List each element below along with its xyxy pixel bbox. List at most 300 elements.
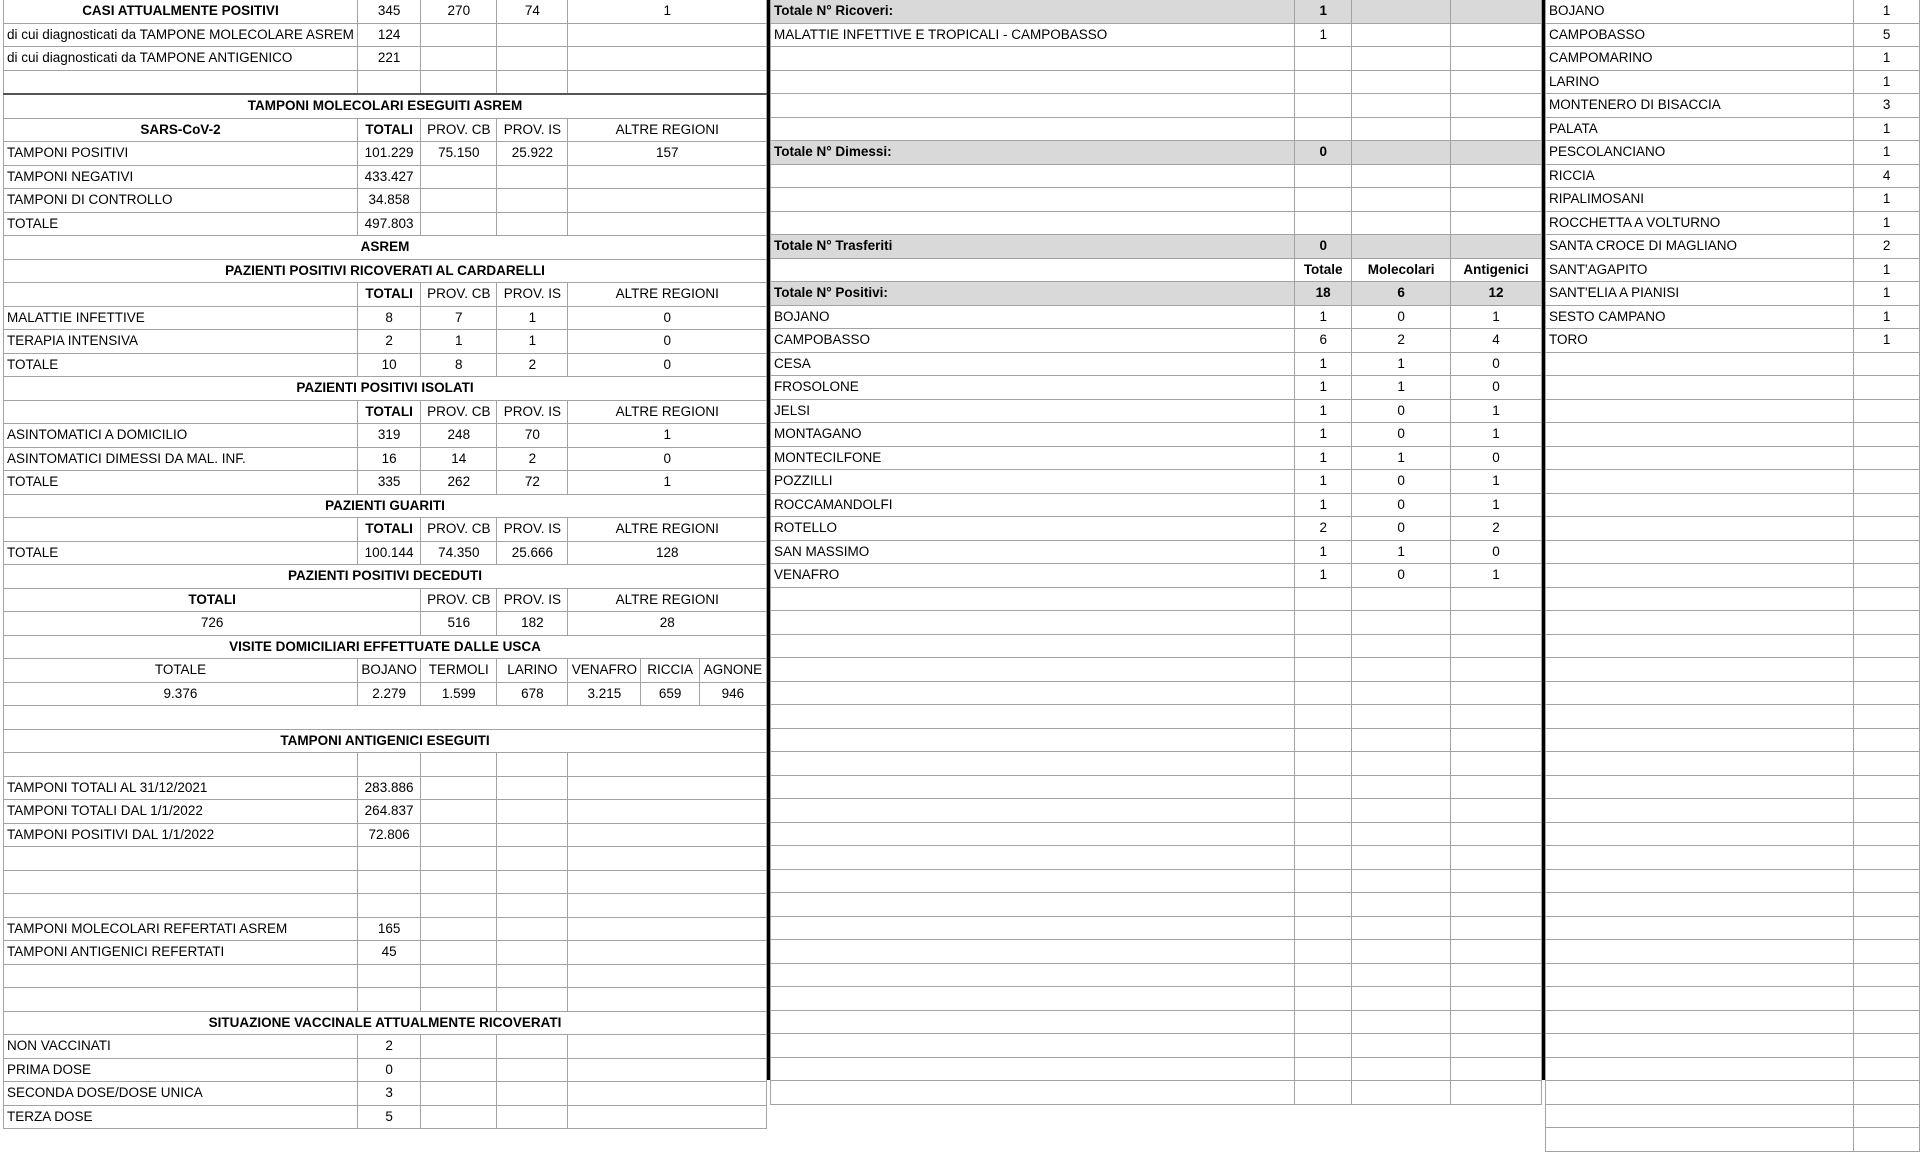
column-header: Antigenici <box>1451 258 1542 282</box>
table-cell: 2 <box>357 330 420 354</box>
table-row <box>4 988 767 1012</box>
table-cell <box>1295 728 1352 752</box>
table-row <box>771 211 1542 235</box>
table-cell <box>1451 70 1542 94</box>
table-cell <box>568 212 767 236</box>
table-cell <box>497 23 568 47</box>
table-cell <box>1451 211 1542 235</box>
table-cell <box>1295 681 1352 705</box>
column-header: PROV. IS <box>497 588 568 612</box>
table-cell: di cui diagnosticati da TAMPONE MOLECOLARE ASREM <box>4 23 358 47</box>
table-row <box>771 188 1542 212</box>
table-cell: 1 <box>568 471 767 495</box>
table-row <box>1546 352 1920 376</box>
table-row <box>4 612 767 636</box>
table-cell <box>568 917 767 941</box>
table-cell <box>771 728 1295 752</box>
table-cell: 1 <box>1352 446 1451 470</box>
table-cell <box>568 988 767 1012</box>
table-cell <box>1451 705 1542 729</box>
table-cell <box>421 70 497 94</box>
section-title: CASI ATTUALMENTE POSITIVI <box>4 0 358 23</box>
table-cell <box>1295 1081 1352 1105</box>
table-cell <box>1451 681 1542 705</box>
table-row <box>4 706 767 730</box>
table-row <box>4 330 767 354</box>
table-cell <box>1352 822 1451 846</box>
table-row <box>771 0 1542 23</box>
table-row <box>1546 164 1920 188</box>
table-cell <box>568 1105 767 1129</box>
table-row <box>771 164 1542 188</box>
table-cell <box>1352 987 1451 1011</box>
table-cell <box>497 870 568 894</box>
table-cell <box>1352 1057 1451 1081</box>
table-cell <box>1295 47 1352 71</box>
table-row <box>771 117 1542 141</box>
table-row <box>1546 0 1920 23</box>
table-cell: PESCOLANCIANO <box>1546 141 1854 165</box>
table-cell <box>771 775 1295 799</box>
table-cell: SANTA CROCE DI MAGLIANO <box>1546 235 1854 259</box>
table-cell <box>4 706 767 730</box>
table-cell <box>1295 752 1352 776</box>
table-cell <box>1451 23 1542 47</box>
table-cell <box>497 988 568 1012</box>
table-cell <box>421 964 497 988</box>
table-row <box>4 1082 767 1106</box>
table-cell <box>1546 775 1854 799</box>
column-header: PROV. CB <box>421 118 497 142</box>
table-cell <box>1295 705 1352 729</box>
table-cell: 5 <box>357 1105 420 1129</box>
table-cell: 25.666 <box>497 541 568 565</box>
table-cell: 264.837 <box>357 800 420 824</box>
table-cell: LARINO <box>1546 70 1854 94</box>
table-row <box>771 869 1542 893</box>
table-cell: 1 <box>1295 470 1352 494</box>
table-cell <box>1854 423 1920 447</box>
table-cell: 2 <box>1295 517 1352 541</box>
table-cell: 7 <box>421 306 497 330</box>
table-cell: 3 <box>357 1082 420 1106</box>
table-row <box>1546 987 1920 1011</box>
table-row <box>771 305 1542 329</box>
table-cell <box>771 211 1295 235</box>
table-row <box>771 564 1542 588</box>
table-cell: 2 <box>1451 517 1542 541</box>
table-cell <box>1546 1010 1854 1034</box>
column-header: TOTALI <box>357 118 420 142</box>
table-cell: 1 <box>1295 376 1352 400</box>
table-row <box>4 964 767 988</box>
table-row <box>1546 564 1920 588</box>
column-header: LARINO <box>497 659 568 683</box>
table-cell <box>1546 799 1854 823</box>
table-cell <box>1546 1128 1854 1152</box>
table-row <box>1546 916 1920 940</box>
table-cell <box>1295 634 1352 658</box>
table-row <box>1546 282 1920 306</box>
table-cell <box>1451 117 1542 141</box>
table-cell: MALATTIE INFETTIVE <box>4 306 358 330</box>
table-cell <box>771 1081 1295 1105</box>
table-cell: 8 <box>421 353 497 377</box>
table-row <box>4 894 767 918</box>
table-row <box>4 47 767 71</box>
table-cell <box>1352 188 1451 212</box>
table-cell <box>771 846 1295 870</box>
table-cell: TOTALE <box>4 541 358 565</box>
table-row <box>771 423 1542 447</box>
column-header: TOTALE <box>4 659 358 683</box>
table-row <box>1546 1057 1920 1081</box>
table-cell: 248 <box>421 424 497 448</box>
table-cell <box>1352 916 1451 940</box>
column-header: PROV. IS <box>497 400 568 424</box>
table-cell <box>771 916 1295 940</box>
table-cell: 283.886 <box>357 776 420 800</box>
table-cell <box>1352 611 1451 635</box>
table-row <box>4 306 767 330</box>
table-cell <box>1854 399 1920 423</box>
table-cell <box>421 894 497 918</box>
section-title: PAZIENTI POSITIVI DECEDUTI <box>4 565 767 589</box>
table-cell <box>1295 70 1352 94</box>
table-cell <box>497 800 568 824</box>
section-title: TAMPONI MOLECOLARI ESEGUITI ASREM <box>4 94 767 118</box>
table-row <box>4 682 767 706</box>
column-header: PROV. IS <box>497 283 568 307</box>
table-cell <box>4 988 358 1012</box>
table-row <box>4 424 767 448</box>
table-cell: RIPALIMOSANI <box>1546 188 1854 212</box>
table-cell <box>1854 963 1920 987</box>
table-row <box>1546 799 1920 823</box>
table-cell: CAMPOBASSO <box>1546 23 1854 47</box>
table-cell <box>1546 470 1854 494</box>
table-cell <box>1546 1034 1854 1058</box>
table-cell <box>1295 658 1352 682</box>
table-cell <box>421 165 497 189</box>
table-cell <box>1854 846 1920 870</box>
table-cell <box>421 23 497 47</box>
table-cell: 1 <box>497 306 568 330</box>
table-row <box>771 728 1542 752</box>
table-row <box>771 47 1542 71</box>
table-row <box>4 941 767 965</box>
table-cell <box>1451 940 1542 964</box>
table-cell: TAMPONI TOTALI DAL 1/1/2022 <box>4 800 358 824</box>
table-cell: 34.858 <box>357 189 420 213</box>
table-cell: 659 <box>641 682 699 706</box>
table-cell: MALATTIE INFETTIVE E TROPICALI - CAMPOBASSO <box>771 23 1295 47</box>
table-cell <box>1546 540 1854 564</box>
table-cell: 2 <box>357 1035 420 1059</box>
table-cell: 678 <box>497 682 568 706</box>
table-cell: 5 <box>1854 23 1920 47</box>
section-title: PAZIENTI POSITIVI RICOVERATI AL CARDARELLI <box>4 259 767 283</box>
table-cell <box>1451 822 1542 846</box>
table-cell: 1 <box>497 330 568 354</box>
table-cell <box>1352 752 1451 776</box>
table-cell <box>1546 846 1854 870</box>
table-cell <box>421 189 497 213</box>
table-cell: 100.144 <box>357 541 420 565</box>
table-cell <box>771 117 1295 141</box>
column-header: TOTALI <box>357 518 420 542</box>
table-row <box>1546 634 1920 658</box>
table-cell: di cui diagnosticati da TAMPONE ANTIGENICO <box>4 47 358 71</box>
table-cell: TOTALE <box>4 212 358 236</box>
table-cell: 433.427 <box>357 165 420 189</box>
table-cell <box>421 1082 497 1106</box>
table-cell: 1 <box>1451 493 1542 517</box>
total-label: Totale N° Dimessi: <box>771 141 1295 165</box>
table-cell: TAMPONI POSITIVI <box>4 142 358 166</box>
table-cell <box>1546 987 1854 1011</box>
table-cell <box>1854 822 1920 846</box>
table-cell <box>421 1058 497 1082</box>
table-cell <box>568 847 767 871</box>
table-cell: PRIMA DOSE <box>4 1058 358 1082</box>
table-cell <box>771 188 1295 212</box>
column-header: PROV. CB <box>421 588 497 612</box>
table-cell <box>1352 1081 1451 1105</box>
column-header: PROV. IS <box>497 518 568 542</box>
table-cell <box>497 47 568 71</box>
table-row <box>1546 188 1920 212</box>
table-cell: 72.806 <box>357 823 420 847</box>
table-row <box>4 494 767 518</box>
table-row <box>771 329 1542 353</box>
table-cell: 1 <box>1295 564 1352 588</box>
table-cell <box>1295 940 1352 964</box>
table-cell: VENAFRO <box>771 564 1295 588</box>
table-cell: 1 <box>1854 211 1920 235</box>
table-row <box>4 189 767 213</box>
table-cell <box>1854 1010 1920 1034</box>
table-row <box>771 141 1542 165</box>
table-cell <box>568 1035 767 1059</box>
table-cell <box>1295 94 1352 118</box>
table-cell: 75.150 <box>421 142 497 166</box>
column-header: Totale <box>1295 258 1352 282</box>
table-cell <box>1451 611 1542 635</box>
column-header: ALTRE REGIONI <box>568 588 767 612</box>
table-cell <box>1352 141 1451 165</box>
table-cell: 1 <box>1295 399 1352 423</box>
table-row <box>4 870 767 894</box>
table-cell: TAMPONI TOTALI AL 31/12/2021 <box>4 776 358 800</box>
table-cell: JELSI <box>771 399 1295 423</box>
table-cell <box>1295 987 1352 1011</box>
column-header: TOTALI <box>357 283 420 307</box>
table-row <box>1546 658 1920 682</box>
table-cell <box>1854 352 1920 376</box>
table-cell <box>1352 681 1451 705</box>
table-cell: 9.376 <box>4 682 358 706</box>
table-cell <box>1854 1128 1920 1152</box>
table-row <box>771 282 1542 306</box>
table-cell: TAMPONI MOLECOLARI REFERTATI ASREM <box>4 917 358 941</box>
table-row <box>1546 728 1920 752</box>
table-row <box>1546 869 1920 893</box>
table-row <box>771 235 1542 259</box>
table-row <box>1546 47 1920 71</box>
table-row <box>771 963 1542 987</box>
value-cell: 270 <box>421 0 497 23</box>
table-cell <box>497 1058 568 1082</box>
table-row <box>1546 822 1920 846</box>
section-title: TAMPONI ANTIGENICI ESEGUITI <box>4 729 767 753</box>
table-row <box>1546 705 1920 729</box>
table-cell <box>497 776 568 800</box>
table-cell: SAN MASSIMO <box>771 540 1295 564</box>
table-row <box>4 753 767 777</box>
table-cell: 6 <box>1295 329 1352 353</box>
table-cell: 157 <box>568 142 767 166</box>
table-cell <box>1546 752 1854 776</box>
table-cell: NON VACCINATI <box>4 1035 358 1059</box>
table-cell <box>421 941 497 965</box>
total-value: 0 <box>1295 235 1352 259</box>
table-row <box>1546 305 1920 329</box>
table-cell <box>1546 893 1854 917</box>
table-cell: 74.350 <box>421 541 497 565</box>
table-cell <box>1295 164 1352 188</box>
table-row <box>1546 846 1920 870</box>
table-cell <box>1854 987 1920 1011</box>
table-cell <box>771 987 1295 1011</box>
table-cell: 1 <box>1451 564 1542 588</box>
table-row <box>4 447 767 471</box>
table-cell <box>1295 1010 1352 1034</box>
table-cell <box>771 164 1295 188</box>
value-cell: 74 <box>497 0 568 23</box>
table-cell <box>568 165 767 189</box>
table-row <box>771 1010 1542 1034</box>
table-cell <box>1854 1034 1920 1058</box>
table-cell <box>1352 1034 1451 1058</box>
table-cell: ASINTOMATICI DIMESSI DA MAL. INF. <box>4 447 358 471</box>
table-cell: FROSOLONE <box>771 376 1295 400</box>
total-value: 0 <box>1295 141 1352 165</box>
table-row <box>771 799 1542 823</box>
table-cell: 28 <box>568 612 767 636</box>
table-cell <box>1451 634 1542 658</box>
right-panel <box>1545 0 1920 1080</box>
table-row <box>771 94 1542 118</box>
total-value: 1 <box>1295 0 1352 23</box>
table-cell: RICCIA <box>1546 164 1854 188</box>
table-cell <box>1451 869 1542 893</box>
table-cell <box>1546 493 1854 517</box>
table-cell: 3.215 <box>568 682 641 706</box>
table-cell <box>1854 893 1920 917</box>
table-cell: BOJANO <box>771 305 1295 329</box>
table-cell <box>497 212 568 236</box>
table-row <box>1546 940 1920 964</box>
table-cell: MONTECILFONE <box>771 446 1295 470</box>
table-cell: 0 <box>1451 352 1542 376</box>
table-cell: 516 <box>421 612 497 636</box>
table-row <box>1546 399 1920 423</box>
table-cell <box>1352 47 1451 71</box>
table-cell <box>1451 893 1542 917</box>
table-cell: TOTALE <box>4 471 358 495</box>
table-cell <box>421 800 497 824</box>
table-cell <box>1854 540 1920 564</box>
table-cell <box>1352 893 1451 917</box>
table-cell <box>497 847 568 871</box>
table-cell: PALATA <box>1546 117 1854 141</box>
table-cell: 0 <box>1352 470 1451 494</box>
table-cell: 0 <box>568 306 767 330</box>
table-cell: TAMPONI DI CONTROLLO <box>4 189 358 213</box>
table-cell: 1 <box>1295 446 1352 470</box>
table-row <box>771 470 1542 494</box>
table-cell <box>1854 517 1920 541</box>
table-cell <box>1546 399 1854 423</box>
table-cell <box>1854 728 1920 752</box>
table-cell <box>771 1034 1295 1058</box>
table-cell <box>771 822 1295 846</box>
total-label: Totale N° Trasferiti <box>771 235 1295 259</box>
table-cell <box>1546 376 1854 400</box>
table-cell: 0 <box>1352 493 1451 517</box>
table-cell <box>1451 658 1542 682</box>
table-cell: 1 <box>1295 352 1352 376</box>
table-row <box>771 1057 1542 1081</box>
table-cell <box>497 165 568 189</box>
table-cell <box>497 941 568 965</box>
column-header: BOJANO <box>357 659 420 683</box>
table-cell <box>1854 564 1920 588</box>
table-cell <box>1854 940 1920 964</box>
total-label: Totale N° Ricoveri: <box>771 0 1295 23</box>
table-cell: 221 <box>357 47 420 71</box>
table-row <box>1546 94 1920 118</box>
table-cell <box>771 587 1295 611</box>
table-cell <box>568 1082 767 1106</box>
column-header: TERMOLI <box>421 659 497 683</box>
middle-panel <box>770 0 1542 1080</box>
table-row <box>771 611 1542 635</box>
table-cell: 0 <box>1451 446 1542 470</box>
table-cell <box>1854 799 1920 823</box>
table-cell: 4 <box>1451 329 1542 353</box>
table-row <box>4 823 767 847</box>
table-cell: CAMPOBASSO <box>771 329 1295 353</box>
table-cell <box>1295 117 1352 141</box>
table-cell: 1 <box>568 424 767 448</box>
table-cell <box>1854 705 1920 729</box>
table-cell: 0 <box>568 330 767 354</box>
table-cell <box>421 776 497 800</box>
table-cell: ASINTOMATICI A DOMICILIO <box>4 424 358 448</box>
section-title: SITUAZIONE VACCINALE ATTUALMENTE RICOVERATI <box>4 1011 767 1035</box>
table-cell <box>1295 1057 1352 1081</box>
table-cell <box>1854 587 1920 611</box>
table-row <box>771 1081 1542 1105</box>
table-cell <box>771 799 1295 823</box>
table-cell: 946 <box>699 682 766 706</box>
table-row <box>1546 963 1920 987</box>
table-cell <box>1352 846 1451 870</box>
value-cell: 1 <box>568 0 767 23</box>
table-row <box>4 776 767 800</box>
